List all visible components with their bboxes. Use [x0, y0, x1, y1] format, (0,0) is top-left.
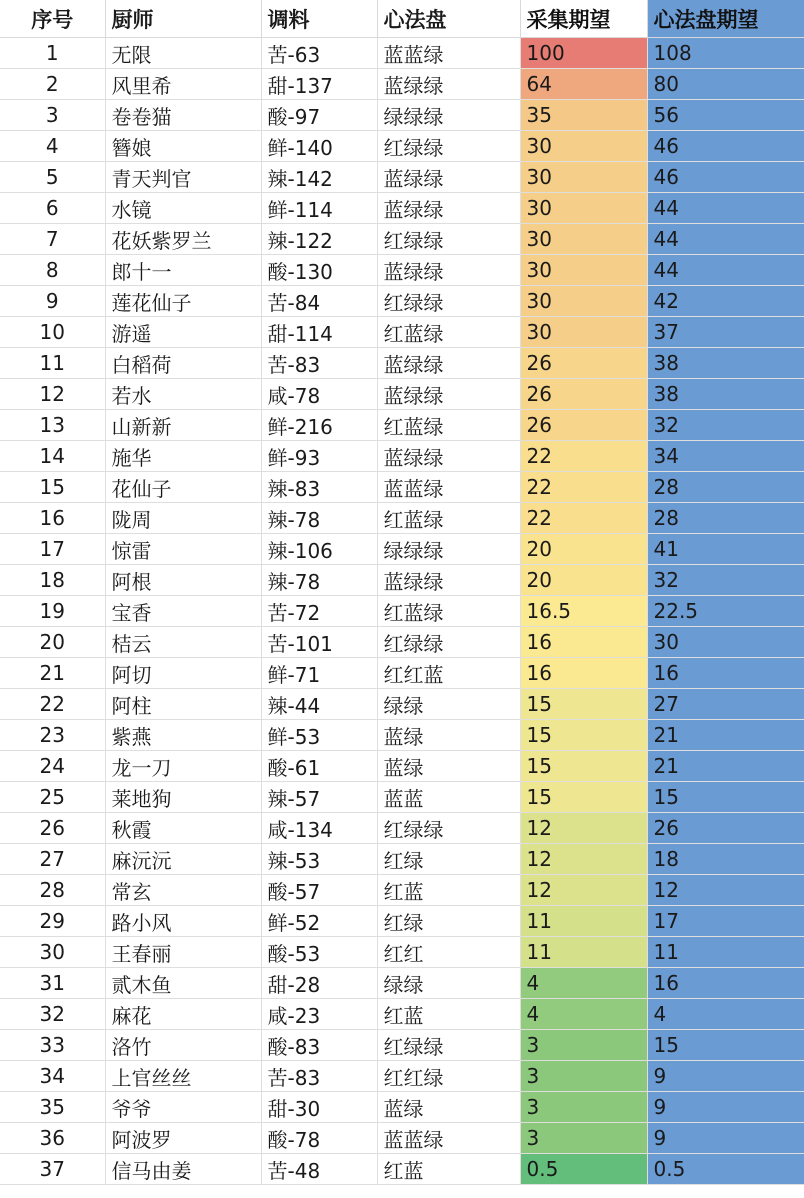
cell-chef[interactable]: 莱地狗 [105, 782, 261, 813]
cell-disc-expectation[interactable]: 30 [647, 627, 804, 658]
cell-index[interactable]: 15 [0, 472, 105, 503]
cell-collect-expectation[interactable]: 22 [520, 472, 647, 503]
cell-collect-expectation[interactable]: 15 [520, 782, 647, 813]
cell-disc-expectation[interactable]: 44 [647, 193, 804, 224]
table-row[interactable] [0, 596, 804, 627]
cell-seasoning[interactable]: 苦-63 [261, 38, 377, 69]
cell-seasoning[interactable]: 鲜-216 [261, 410, 377, 441]
cell-chef[interactable]: 贰木鱼 [105, 968, 261, 999]
table-row[interactable] [0, 534, 804, 565]
cell-disc[interactable]: 红绿 [377, 844, 520, 875]
cell-disc-expectation[interactable]: 44 [647, 224, 804, 255]
cell-seasoning[interactable]: 辣-142 [261, 162, 377, 193]
cell-collect-expectation[interactable]: 16 [520, 627, 647, 658]
cell-index[interactable]: 3 [0, 100, 105, 131]
cell-index[interactable]: 31 [0, 968, 105, 999]
cell-disc[interactable]: 红绿绿 [377, 813, 520, 844]
cell-seasoning[interactable]: 甜-137 [261, 69, 377, 100]
cell-disc[interactable]: 蓝绿绿 [377, 69, 520, 100]
cell-disc-expectation[interactable]: 28 [647, 472, 804, 503]
cell-chef[interactable]: 洛竹 [105, 1030, 261, 1061]
cell-disc-expectation[interactable]: 46 [647, 162, 804, 193]
cell-disc-expectation[interactable]: 16 [647, 658, 804, 689]
cell-disc[interactable]: 蓝绿绿 [377, 441, 520, 472]
cell-index[interactable]: 18 [0, 565, 105, 596]
cell-collect-expectation[interactable]: 3 [520, 1030, 647, 1061]
cell-disc-expectation[interactable]: 21 [647, 751, 804, 782]
cell-index[interactable]: 30 [0, 937, 105, 968]
table-row[interactable] [0, 999, 804, 1030]
cell-index[interactable]: 23 [0, 720, 105, 751]
cell-chef[interactable]: 无限 [105, 38, 261, 69]
cell-collect-expectation[interactable]: 3 [520, 1123, 647, 1154]
cell-disc[interactable]: 红红 [377, 937, 520, 968]
cell-collect-expectation[interactable]: 64 [520, 69, 647, 100]
cell-disc[interactable]: 蓝绿 [377, 751, 520, 782]
table-row[interactable] [0, 131, 804, 162]
cell-chef[interactable]: 水镜 [105, 193, 261, 224]
cell-chef[interactable]: 麻沅沅 [105, 844, 261, 875]
cell-chef[interactable]: 阿柱 [105, 689, 261, 720]
cell-chef[interactable]: 麻花 [105, 999, 261, 1030]
table-row[interactable] [0, 69, 804, 100]
cell-disc-expectation[interactable]: 15 [647, 782, 804, 813]
cell-chef[interactable]: 游遥 [105, 317, 261, 348]
cell-disc[interactable]: 红蓝绿 [377, 410, 520, 441]
cell-chef[interactable]: 卷卷猫 [105, 100, 261, 131]
cell-collect-expectation[interactable]: 11 [520, 937, 647, 968]
table-row[interactable] [0, 100, 804, 131]
cell-chef[interactable]: 莲花仙子 [105, 286, 261, 317]
cell-disc[interactable]: 蓝绿绿 [377, 162, 520, 193]
cell-disc[interactable]: 蓝蓝绿 [377, 38, 520, 69]
cell-chef[interactable]: 紫燕 [105, 720, 261, 751]
table-row[interactable] [0, 937, 804, 968]
cell-collect-expectation[interactable]: 30 [520, 131, 647, 162]
table-row[interactable] [0, 565, 804, 596]
cell-chef[interactable]: 上官丝丝 [105, 1061, 261, 1092]
cell-chef[interactable]: 阿波罗 [105, 1123, 261, 1154]
cell-disc[interactable]: 绿绿 [377, 968, 520, 999]
cell-collect-expectation[interactable]: 26 [520, 348, 647, 379]
cell-seasoning[interactable]: 辣-78 [261, 503, 377, 534]
cell-chef[interactable]: 阿切 [105, 658, 261, 689]
table-row[interactable] [0, 224, 804, 255]
cell-seasoning[interactable]: 辣-44 [261, 689, 377, 720]
cell-disc-expectation[interactable]: 0.5 [647, 1154, 804, 1185]
cell-collect-expectation[interactable]: 35 [520, 100, 647, 131]
cell-disc-expectation[interactable]: 44 [647, 255, 804, 286]
cell-disc-expectation[interactable]: 32 [647, 565, 804, 596]
cell-seasoning[interactable]: 苦-72 [261, 596, 377, 627]
cell-chef[interactable]: 青天判官 [105, 162, 261, 193]
cell-collect-expectation[interactable]: 11 [520, 906, 647, 937]
header-disc-expectation[interactable]: 心法盘期望 [647, 0, 804, 38]
cell-index[interactable]: 26 [0, 813, 105, 844]
cell-chef[interactable]: 爷爷 [105, 1092, 261, 1123]
cell-disc-expectation[interactable]: 15 [647, 1030, 804, 1061]
cell-index[interactable]: 12 [0, 379, 105, 410]
table-row[interactable] [0, 627, 804, 658]
cell-disc-expectation[interactable]: 16 [647, 968, 804, 999]
cell-index[interactable]: 21 [0, 658, 105, 689]
cell-disc-expectation[interactable]: 12 [647, 875, 804, 906]
cell-index[interactable]: 16 [0, 503, 105, 534]
cell-disc-expectation[interactable]: 56 [647, 100, 804, 131]
cell-disc[interactable]: 红绿绿 [377, 286, 520, 317]
cell-seasoning[interactable]: 苦-83 [261, 1061, 377, 1092]
table-row[interactable] [0, 658, 804, 689]
cell-collect-expectation[interactable]: 15 [520, 720, 647, 751]
table-row[interactable] [0, 410, 804, 441]
cell-disc-expectation[interactable]: 34 [647, 441, 804, 472]
cell-seasoning[interactable]: 甜-30 [261, 1092, 377, 1123]
cell-chef[interactable]: 路小风 [105, 906, 261, 937]
cell-disc[interactable]: 蓝蓝 [377, 782, 520, 813]
cell-index[interactable]: 28 [0, 875, 105, 906]
table-row[interactable] [0, 751, 804, 782]
cell-index[interactable]: 4 [0, 131, 105, 162]
cell-seasoning[interactable]: 辣-106 [261, 534, 377, 565]
cell-collect-expectation[interactable]: 30 [520, 193, 647, 224]
cell-disc-expectation[interactable]: 27 [647, 689, 804, 720]
cell-disc[interactable]: 蓝绿 [377, 1092, 520, 1123]
cell-disc[interactable]: 红蓝 [377, 999, 520, 1030]
cell-disc-expectation[interactable]: 21 [647, 720, 804, 751]
cell-collect-expectation[interactable]: 12 [520, 875, 647, 906]
cell-chef[interactable]: 王春丽 [105, 937, 261, 968]
cell-index[interactable]: 7 [0, 224, 105, 255]
cell-seasoning[interactable]: 鲜-114 [261, 193, 377, 224]
cell-disc[interactable]: 绿绿绿 [377, 534, 520, 565]
cell-disc-expectation[interactable]: 37 [647, 317, 804, 348]
cell-index[interactable]: 37 [0, 1154, 105, 1185]
cell-collect-expectation[interactable]: 22 [520, 503, 647, 534]
cell-collect-expectation[interactable]: 4 [520, 999, 647, 1030]
cell-chef[interactable]: 花妖紫罗兰 [105, 224, 261, 255]
header-index[interactable]: 序号 [0, 0, 105, 38]
cell-collect-expectation[interactable]: 3 [520, 1092, 647, 1123]
cell-collect-expectation[interactable]: 0.5 [520, 1154, 647, 1185]
table-row[interactable] [0, 875, 804, 906]
cell-collect-expectation[interactable]: 30 [520, 224, 647, 255]
cell-chef[interactable]: 宝香 [105, 596, 261, 627]
table-row[interactable] [0, 1030, 804, 1061]
cell-index[interactable]: 9 [0, 286, 105, 317]
cell-collect-expectation[interactable]: 26 [520, 410, 647, 441]
cell-disc-expectation[interactable]: 42 [647, 286, 804, 317]
cell-disc-expectation[interactable]: 9 [647, 1061, 804, 1092]
cell-index[interactable]: 10 [0, 317, 105, 348]
cell-seasoning[interactable]: 苦-48 [261, 1154, 377, 1185]
cell-collect-expectation[interactable]: 30 [520, 286, 647, 317]
cell-chef[interactable]: 郎十一 [105, 255, 261, 286]
cell-seasoning[interactable]: 苦-84 [261, 286, 377, 317]
cell-collect-expectation[interactable]: 4 [520, 968, 647, 999]
cell-index[interactable]: 17 [0, 534, 105, 565]
cell-disc-expectation[interactable]: 11 [647, 937, 804, 968]
cell-collect-expectation[interactable]: 30 [520, 162, 647, 193]
cell-disc[interactable]: 红蓝 [377, 875, 520, 906]
cell-seasoning[interactable]: 酸-78 [261, 1123, 377, 1154]
table-row[interactable] [0, 968, 804, 999]
cell-index[interactable]: 24 [0, 751, 105, 782]
header-chef[interactable]: 厨师 [105, 0, 261, 38]
cell-collect-expectation[interactable]: 15 [520, 751, 647, 782]
cell-disc[interactable]: 绿绿 [377, 689, 520, 720]
cell-disc[interactable]: 红蓝绿 [377, 503, 520, 534]
header-disc[interactable]: 心法盘 [377, 0, 520, 38]
cell-disc-expectation[interactable]: 46 [647, 131, 804, 162]
cell-index[interactable]: 19 [0, 596, 105, 627]
table-row[interactable] [0, 441, 804, 472]
cell-chef[interactable]: 惊雷 [105, 534, 261, 565]
cell-disc-expectation[interactable]: 38 [647, 348, 804, 379]
cell-disc[interactable]: 红绿绿 [377, 1030, 520, 1061]
cell-disc[interactable]: 红红蓝 [377, 658, 520, 689]
table-row[interactable] [0, 689, 804, 720]
cell-seasoning[interactable]: 苦-83 [261, 348, 377, 379]
cell-index[interactable]: 11 [0, 348, 105, 379]
cell-disc[interactable]: 红绿 [377, 906, 520, 937]
cell-seasoning[interactable]: 鲜-52 [261, 906, 377, 937]
table-row[interactable] [0, 1061, 804, 1092]
cell-disc[interactable]: 蓝绿绿 [377, 348, 520, 379]
cell-collect-expectation[interactable]: 22 [520, 441, 647, 472]
table-row[interactable] [0, 379, 804, 410]
cell-chef[interactable]: 陇周 [105, 503, 261, 534]
cell-index[interactable]: 1 [0, 38, 105, 69]
cell-disc[interactable]: 红蓝绿 [377, 317, 520, 348]
table-row[interactable] [0, 472, 804, 503]
cell-index[interactable]: 25 [0, 782, 105, 813]
cell-index[interactable]: 14 [0, 441, 105, 472]
cell-disc[interactable]: 红绿绿 [377, 627, 520, 658]
cell-seasoning[interactable]: 酸-53 [261, 937, 377, 968]
cell-collect-expectation[interactable]: 3 [520, 1061, 647, 1092]
header-row [0, 0, 804, 38]
cell-index[interactable]: 20 [0, 627, 105, 658]
table-row[interactable] [0, 813, 804, 844]
cell-disc-expectation[interactable]: 32 [647, 410, 804, 441]
cell-chef[interactable]: 阿根 [105, 565, 261, 596]
cell-disc-expectation[interactable]: 28 [647, 503, 804, 534]
table-body [0, 38, 804, 1185]
cell-collect-expectation[interactable]: 100 [520, 38, 647, 69]
cell-index[interactable]: 2 [0, 69, 105, 100]
table-row[interactable] [0, 1123, 804, 1154]
cell-disc-expectation[interactable]: 17 [647, 906, 804, 937]
cell-collect-expectation[interactable]: 30 [520, 255, 647, 286]
cell-chef[interactable]: 簪娘 [105, 131, 261, 162]
cell-chef[interactable]: 常玄 [105, 875, 261, 906]
cell-disc[interactable]: 蓝绿 [377, 720, 520, 751]
cell-seasoning[interactable]: 咸-78 [261, 379, 377, 410]
cell-index[interactable]: 8 [0, 255, 105, 286]
cell-disc-expectation[interactable]: 18 [647, 844, 804, 875]
cell-seasoning[interactable]: 辣-57 [261, 782, 377, 813]
table-row[interactable] [0, 1092, 804, 1123]
cell-seasoning[interactable]: 咸-134 [261, 813, 377, 844]
cell-index[interactable]: 36 [0, 1123, 105, 1154]
cell-seasoning[interactable]: 鲜-71 [261, 658, 377, 689]
cell-disc[interactable]: 红蓝 [377, 1154, 520, 1185]
table-row[interactable] [0, 782, 804, 813]
cell-chef[interactable]: 白稻荷 [105, 348, 261, 379]
cell-seasoning[interactable]: 酸-61 [261, 751, 377, 782]
cell-collect-expectation[interactable]: 16 [520, 658, 647, 689]
cell-index[interactable]: 33 [0, 1030, 105, 1061]
cell-seasoning[interactable]: 辣-78 [261, 565, 377, 596]
cell-collect-expectation[interactable]: 16.5 [520, 596, 647, 627]
cell-chef[interactable]: 信马由姜 [105, 1154, 261, 1185]
table-row[interactable] [0, 255, 804, 286]
cell-disc[interactable]: 绿绿绿 [377, 100, 520, 131]
cell-index[interactable]: 34 [0, 1061, 105, 1092]
cell-index[interactable]: 29 [0, 906, 105, 937]
table-row[interactable] [0, 348, 804, 379]
cell-disc[interactable]: 蓝绿绿 [377, 565, 520, 596]
table-row[interactable] [0, 193, 804, 224]
cell-disc[interactable]: 红红绿 [377, 1061, 520, 1092]
cell-disc[interactable]: 蓝蓝绿 [377, 1123, 520, 1154]
cell-chef[interactable]: 秋霞 [105, 813, 261, 844]
cell-disc[interactable]: 红绿绿 [377, 224, 520, 255]
cell-collect-expectation[interactable]: 12 [520, 844, 647, 875]
cell-disc-expectation[interactable]: 9 [647, 1092, 804, 1123]
cell-disc-expectation[interactable]: 108 [647, 38, 804, 69]
cell-index[interactable]: 27 [0, 844, 105, 875]
cell-index[interactable]: 32 [0, 999, 105, 1030]
cell-seasoning[interactable]: 苦-101 [261, 627, 377, 658]
cell-seasoning[interactable]: 鲜-53 [261, 720, 377, 751]
cell-seasoning[interactable]: 辣-83 [261, 472, 377, 503]
cell-disc-expectation[interactable]: 4 [647, 999, 804, 1030]
table-row[interactable] [0, 720, 804, 751]
cell-disc[interactable]: 蓝绿绿 [377, 255, 520, 286]
cell-collect-expectation[interactable]: 26 [520, 379, 647, 410]
cell-disc[interactable]: 蓝绿绿 [377, 193, 520, 224]
cell-seasoning[interactable]: 酸-97 [261, 100, 377, 131]
cell-chef[interactable]: 若水 [105, 379, 261, 410]
cell-seasoning[interactable]: 甜-114 [261, 317, 377, 348]
table-row[interactable] [0, 1154, 804, 1185]
table-row[interactable] [0, 286, 804, 317]
cell-index[interactable]: 5 [0, 162, 105, 193]
cell-collect-expectation[interactable]: 12 [520, 813, 647, 844]
cell-index[interactable]: 22 [0, 689, 105, 720]
cell-chef[interactable]: 花仙子 [105, 472, 261, 503]
cell-disc-expectation[interactable]: 80 [647, 69, 804, 100]
cell-disc-expectation[interactable]: 22.5 [647, 596, 804, 627]
cell-seasoning[interactable]: 咸-23 [261, 999, 377, 1030]
cell-index[interactable]: 6 [0, 193, 105, 224]
cell-seasoning[interactable]: 甜-28 [261, 968, 377, 999]
cell-collect-expectation[interactable]: 15 [520, 689, 647, 720]
table-row[interactable] [0, 38, 804, 69]
cell-index[interactable]: 13 [0, 410, 105, 441]
header-collect-expectation[interactable]: 采集期望 [520, 0, 647, 38]
cell-disc-expectation[interactable]: 38 [647, 379, 804, 410]
cell-chef[interactable]: 山新新 [105, 410, 261, 441]
cell-collect-expectation[interactable]: 20 [520, 534, 647, 565]
cell-chef[interactable]: 风里希 [105, 69, 261, 100]
cell-seasoning[interactable]: 辣-122 [261, 224, 377, 255]
cell-chef[interactable]: 龙一刀 [105, 751, 261, 782]
table-row[interactable] [0, 503, 804, 534]
cell-seasoning[interactable]: 酸-83 [261, 1030, 377, 1061]
table-row[interactable] [0, 162, 804, 193]
cell-disc[interactable]: 蓝绿绿 [377, 379, 520, 410]
table-row[interactable] [0, 317, 804, 348]
cell-disc[interactable]: 红蓝绿 [377, 596, 520, 627]
table-row[interactable] [0, 844, 804, 875]
cell-collect-expectation[interactable]: 30 [520, 317, 647, 348]
cell-disc[interactable]: 红绿绿 [377, 131, 520, 162]
cell-disc-expectation[interactable]: 9 [647, 1123, 804, 1154]
cell-disc-expectation[interactable]: 26 [647, 813, 804, 844]
cell-chef[interactable]: 施华 [105, 441, 261, 472]
table-header [0, 0, 804, 38]
cell-seasoning[interactable]: 鲜-140 [261, 131, 377, 162]
cell-seasoning[interactable]: 辣-53 [261, 844, 377, 875]
cell-chef[interactable]: 桔云 [105, 627, 261, 658]
cell-seasoning[interactable]: 酸-57 [261, 875, 377, 906]
cell-index[interactable]: 35 [0, 1092, 105, 1123]
cell-disc[interactable]: 蓝蓝绿 [377, 472, 520, 503]
cell-seasoning[interactable]: 酸-130 [261, 255, 377, 286]
cell-seasoning[interactable]: 鲜-93 [261, 441, 377, 472]
cell-disc-expectation[interactable]: 41 [647, 534, 804, 565]
header-seasoning[interactable]: 调料 [261, 0, 377, 38]
table-row[interactable] [0, 906, 804, 937]
cell-collect-expectation[interactable]: 20 [520, 565, 647, 596]
